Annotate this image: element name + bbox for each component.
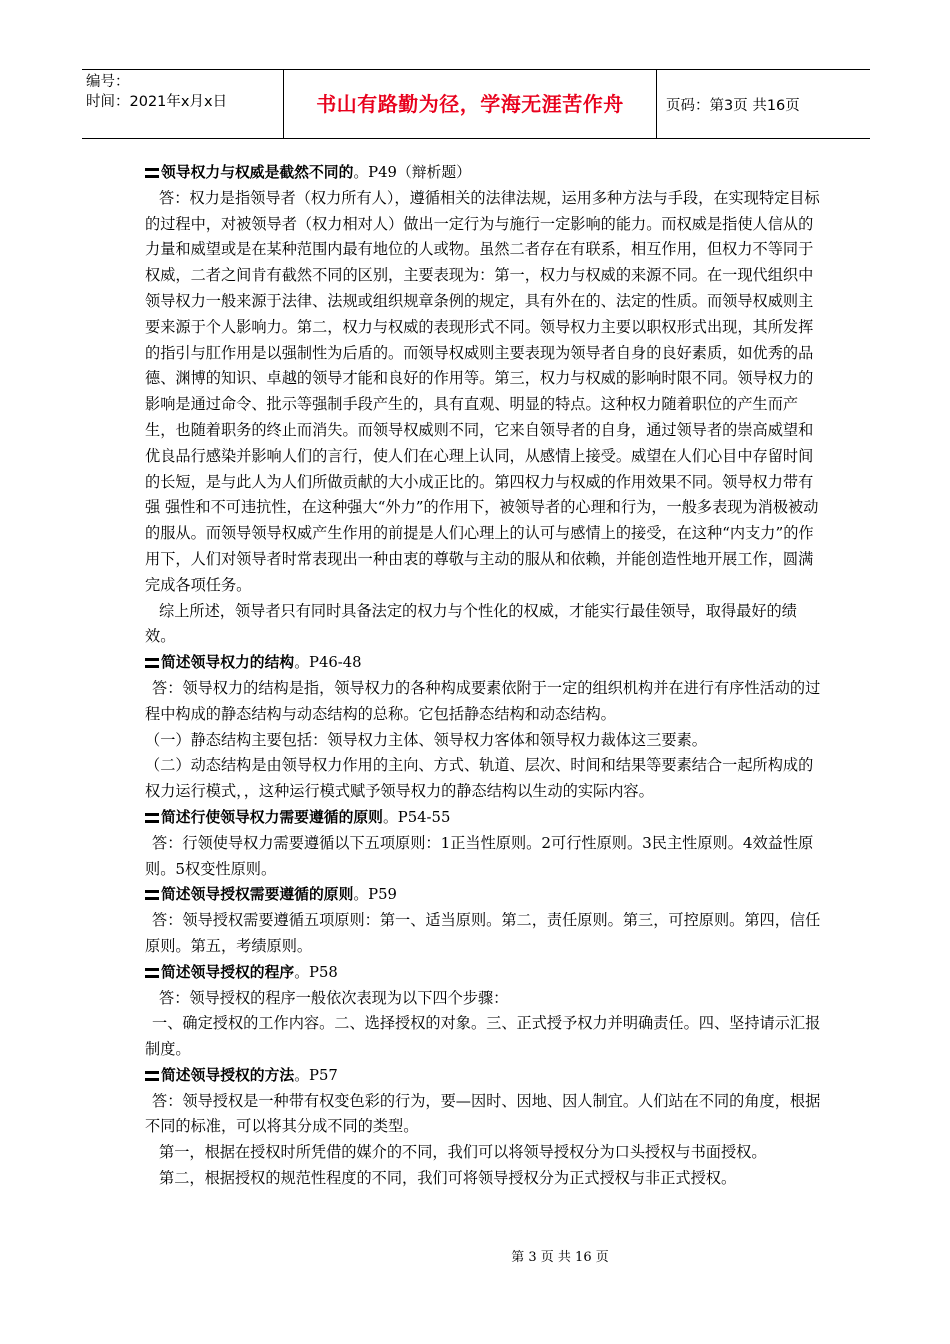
paragraph: 第二，根据授权的规范性程度的不同，我们可将领导授权分为正式授权与非正式授权。 [159,1169,737,1188]
section-heading: 领导权力与权威是截然不同的。P49（辩析题） [145,160,825,186]
date-label: 时间：2021年x月x日 [86,94,228,110]
section-heading: 简述行使领导权力需要遵循的原则。P54-55 [145,805,825,831]
section-heading: 简述领导授权需要遵循的原则。P59 [145,882,825,908]
section-heading: 简述领导授权的程序。P58 [145,960,825,986]
heading-marker-icon [145,1071,159,1081]
number-label: 编号： [86,74,130,90]
paragraph: （一）静态结构主要包括：领导权力主体、领导权力客体和领导权力裁体这三要素。 [145,730,707,749]
heading-marker-icon [145,813,159,823]
paragraph: 答：行领使导权力需要遵循以下五项原则：1正当性原则。2可行性原则。3民主性原则。4效益性原则。5权变性原则。 [145,833,814,878]
heading-marker-icon [145,890,159,900]
page-label: 页码：第3页 共16页 [666,98,800,114]
paragraph: 答：权力是指领导者（权力所有人），遵循相关的法律法规，运用多种方法与手段，在实现特定目标的过程中，对被领导者（权力相对人）做出一定行为与施行一定影响的能力。而权威是指使人信从的力量和威望或是在某种范围内最有地位的人或物。虽然二者存在有联系，相互作用，但权力不等同于权威，二者之间肯有截然不同的区别，主要表现为：第一，权力与权威的来源不同。在一现代组织中领导权力一般来源于法律、法规或组织规章条例的规定，具有外在的、法定的性质。而领导权威则主要来源于个人影响力。第二，权力与权威的表现形式不同。领导权力主要以职权形式出现，其所发挥的指引与肛作用是以强制性为后盾的。而领导权威则主要表现为领导者自身的良好素质，如优秀的品德、渊博的知识、卓越的领导才能和良好的作用等。第三，权力与权威的影响时限不同。领导权力的影响是通过命令、批示等强制手段产生的，具有直观、明显的特点。这种权力随着职位的产生而产生，也随着职务的终止而消失。而领导权威则不同，它来自领导者的自身，通过领导者的崇高威望和优良品行感染并影响人们的言行，使人们在心理上认同，从感情上接受。威望在人们心目中存留时间的长短，是与此人为人们所做贡献的大小成正比的。第四权力与权威的作用效果不同。领导权力带有强 强性和不可违抗性，在这种强大“外力”的作用下，被领导者的心理和行为，一般多表现为消极被动的服从。而领导领导权威产生作用的前提是人们心理上的认可与感情上的接受，在这种“内支力”的作用下，人们对领导者时常表现出一种由衷的尊敬与主动的服从和依赖，并能创造性地开展工作，圆满完成各项任务。 [145,188,820,594]
paragraph: 答：领导授权的程序一般依次表现为以下四个步骤： [159,988,509,1007]
paragraph: 综上所述，领导者只有同时具备法定的权力与个性化的权威，才能实行最佳领导，取得最好的绩效。 [145,601,797,646]
heading-marker-icon [145,168,159,178]
paragraph: 答：领导授权需要遵循五项原则：第一、适当原则。第二，责任原则。第三，可控原则。第四，信任原则。第五，考绩原则。 [145,911,821,955]
document-body [145,160,825,1192]
motto: 书山有路勤为径，学海无涯苦作舟 [284,70,657,138]
header-info-cell [82,70,284,138]
heading-marker-icon [145,968,159,978]
section-heading: 简述领导权力的结构。P46-48 [145,650,825,676]
heading-marker-icon [145,658,159,668]
header-table [82,69,870,139]
page-footer: 第 3 页 共 16 页 [511,1250,609,1265]
paragraph: 答：领导授权是一种带有权变色彩的行为，要—因时、因地、因人制宜。人们站在不同的角度，根据不同的标准，可以将其分成不同的类型。 [145,1091,821,1136]
paragraph: 第一，根据在授权时所凭借的媒介的不同，我们可以将领导授权分为口头授权与书面授权。 [159,1143,767,1162]
paragraph: 一、确定授权的工作内容。二、选择授权的对象。三、正式授予权力并明确责任。四、坚持请示汇报制度。 [145,1014,821,1059]
paragraph: 答：领导权力的结构是指，领导权力的各种构成要素依附于一定的组织机构并在进行有序性活动的过程中构成的静态结构与动态结构的总称。它包括静态结构和动态结构。 [145,678,821,723]
section-heading: 简述领导授权的方法。P57 [145,1063,825,1089]
paragraph: （二）动态结构是由领导权力作用的主向、方式、轨道、层次、时间和结果等要素结合一起所构成的权力运行模式，，这种运行模式赋予领导权力的静态结构以生动的实际内容。 [145,756,814,801]
